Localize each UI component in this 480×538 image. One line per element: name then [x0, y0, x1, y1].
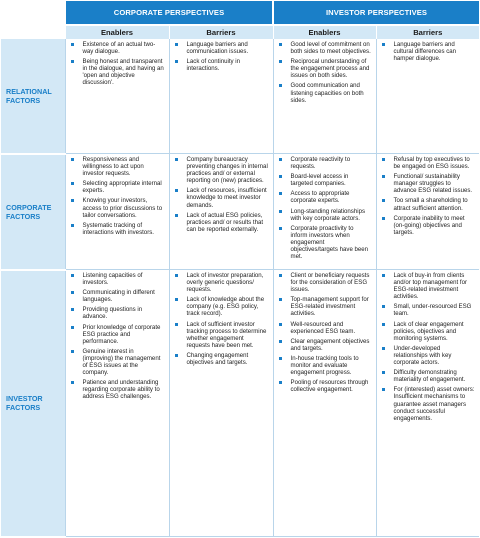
cell-investor-enablers	[273, 39, 376, 154]
row-investor-factors	[1, 270, 479, 537]
header-corporate-perspectives: CORPORATE PERSPECTIVES	[65, 1, 273, 25]
bullet-item: Responsiveness and willingness to act upon investor requests.	[70, 156, 165, 177]
cell-corporate-barriers	[169, 39, 273, 154]
bullet-item: Being honest and transparent in the dialogue, and having an 'open and objective discussion'.	[70, 58, 165, 86]
bullet-item: Lack of actual ESG policies, practices and/ or results that can be reported externally.	[174, 212, 269, 233]
factor-label-relational	[1, 39, 65, 154]
bullet-item: Refusal by top executives to be engaged on ESG issues.	[381, 156, 476, 170]
factor-label-line: FACTORS	[6, 211, 41, 221]
bullet-item: Board-level access in targeted companies.	[278, 173, 372, 187]
bullet-list	[174, 272, 269, 366]
bullet-item: Small, under-resourced ESG team.	[381, 303, 476, 317]
bullet-list	[70, 41, 165, 87]
bullet-item: Access to appropriate corporate experts.	[278, 190, 372, 204]
bullet-item: For (interested) asset owners: Insufficient mechanisms to guarantee asset managers conduct successful engagements.	[381, 386, 476, 421]
bullet-item: Lack of sufficient investor tracking process to determine whether engagement requests have been met.	[174, 321, 269, 349]
bullet-item: Changing engagement objectives and targets.	[174, 352, 269, 366]
bullet-item: Systematic tracking of interactions with investors.	[70, 222, 165, 236]
row-relational-factors	[1, 39, 479, 154]
cell-investor-barriers	[376, 39, 479, 154]
subheader-investor-enablers: Enablers	[273, 25, 376, 39]
factor-label-line: FACTORS	[6, 95, 41, 105]
bullet-item: Lack of knowledge about the company (e.g. ESG policy, track record).	[174, 296, 269, 317]
bullet-list	[381, 41, 476, 62]
bullet-list	[70, 272, 165, 401]
cell-corporate-barriers	[169, 154, 273, 270]
bullet-item: Under-developed relationships with key corporate actors.	[381, 345, 476, 366]
factor-label-corporate	[1, 154, 65, 270]
bullet-item: Corporate inability to meet (on-going) objectives and targets.	[381, 215, 476, 236]
bullet-item: Lack of clear engagement policies, objectives and monitoring systems.	[381, 321, 476, 342]
factor-label-investor	[1, 270, 65, 537]
bullet-list	[278, 41, 372, 104]
bullet-list	[174, 41, 269, 72]
corner-blank	[1, 1, 65, 25]
cell-investor-enablers	[273, 270, 376, 537]
cell-corporate-enablers	[65, 154, 169, 270]
factor-label-line: RELATIONAL	[6, 86, 52, 96]
bullet-item: Knowing your investors, access to prior discussions to tailor conversations.	[70, 197, 165, 218]
bullet-item: Existence of an actual two-way dialogue.	[70, 41, 165, 55]
bullet-item: Selecting appropriate internal experts.	[70, 180, 165, 194]
bullet-item: Reciprocal understanding of the engagement process and issues on both sides.	[278, 58, 372, 79]
bullet-item: Lack of buy-in from clients and/or top management for ESG-related investment activities.	[381, 272, 476, 300]
bullet-item: Corporate proactivity to inform investors when engagement objectives/targets have been met.	[278, 225, 372, 260]
bullet-item: Language barriers and communication issues.	[174, 41, 269, 55]
bullet-item: Client or beneficiary requests for the consideration of ESG issues.	[278, 272, 372, 293]
cell-investor-barriers	[376, 154, 479, 270]
bullet-item: Top-management support for ESG-related investment activities.	[278, 296, 372, 317]
bullet-item: Lack of continuity in interactions.	[174, 58, 269, 72]
corner-blank-sub	[1, 25, 65, 39]
bullet-item: In-house tracking tools to monitor and evaluate engagement progress.	[278, 355, 372, 376]
bullet-list	[381, 272, 476, 422]
factor-label-line: CORPORATE	[6, 202, 52, 212]
bullet-list	[70, 156, 165, 236]
factor-label-line: FACTORS	[6, 403, 41, 412]
cell-corporate-barriers	[169, 270, 273, 537]
bullet-item: Lack of resources, insufficient knowledge to meet investor demands.	[174, 187, 269, 208]
cell-investor-enablers	[273, 154, 376, 270]
bullet-list	[278, 156, 372, 260]
cell-corporate-enablers	[65, 39, 169, 154]
bullet-list	[278, 272, 372, 393]
bullet-item: Good communication and listening capacities on both sides.	[278, 82, 372, 103]
bullet-item: Company bureaucracy preventing changes in internal practices and/ or external reporting on (new) practices.	[174, 156, 269, 184]
bullet-item: Good level of commitment on both sides to meet objectives.	[278, 41, 372, 55]
header-investor-perspectives: INVESTOR PERSPECTIVES	[273, 1, 479, 25]
bullet-item: Clear engagement objectives and targets.	[278, 338, 372, 352]
engagement-factors-table	[1, 1, 479, 538]
bullet-item: Language barriers and cultural differences can hamper dialogue.	[381, 41, 476, 62]
bullet-item: Prior knowledge of corporate ESG practice and performance.	[70, 324, 165, 345]
bullet-item: Long-standing relationships with key corporate actors.	[278, 208, 372, 222]
bullet-item: Lack of investor preparation, overly generic questions/ requests.	[174, 272, 269, 293]
bullet-item: Corporate reactivity to requests.	[278, 156, 372, 170]
bullet-item: Patience and understanding regarding corporate ability to address ESG challenges.	[70, 379, 165, 400]
row-corporate-factors	[1, 154, 479, 270]
bullet-item: Genuine interest in (improving) the management of ESG issues at the company.	[70, 348, 165, 376]
bullet-item: Listening capacities of investors.	[70, 272, 165, 286]
bullet-item: Too small a shareholding to attract sufficient attention.	[381, 197, 476, 211]
factor-label-line: INVESTOR	[6, 394, 43, 403]
cell-investor-barriers	[376, 270, 479, 537]
subheader-corporate-enablers: Enablers	[65, 25, 169, 39]
bullet-list	[381, 156, 476, 236]
subheader-investor-barriers: Barriers	[376, 25, 479, 39]
bullet-item: Well-resourced and experienced ESG team.	[278, 321, 372, 335]
cell-corporate-enablers	[65, 270, 169, 537]
bullet-item: Difficulty demonstrating materiality of engagement.	[381, 369, 476, 383]
bullet-item: Pooling of resources through collective engagement.	[278, 379, 372, 393]
bullet-item: Communicating in different languages.	[70, 289, 165, 303]
bullet-item: Providing questions in advance.	[70, 306, 165, 320]
subheader-corporate-barriers: Barriers	[169, 25, 273, 39]
bullet-item: Functional/ sustainability manager struggles to advance ESG related issues.	[381, 173, 476, 194]
bullet-list	[174, 156, 269, 233]
